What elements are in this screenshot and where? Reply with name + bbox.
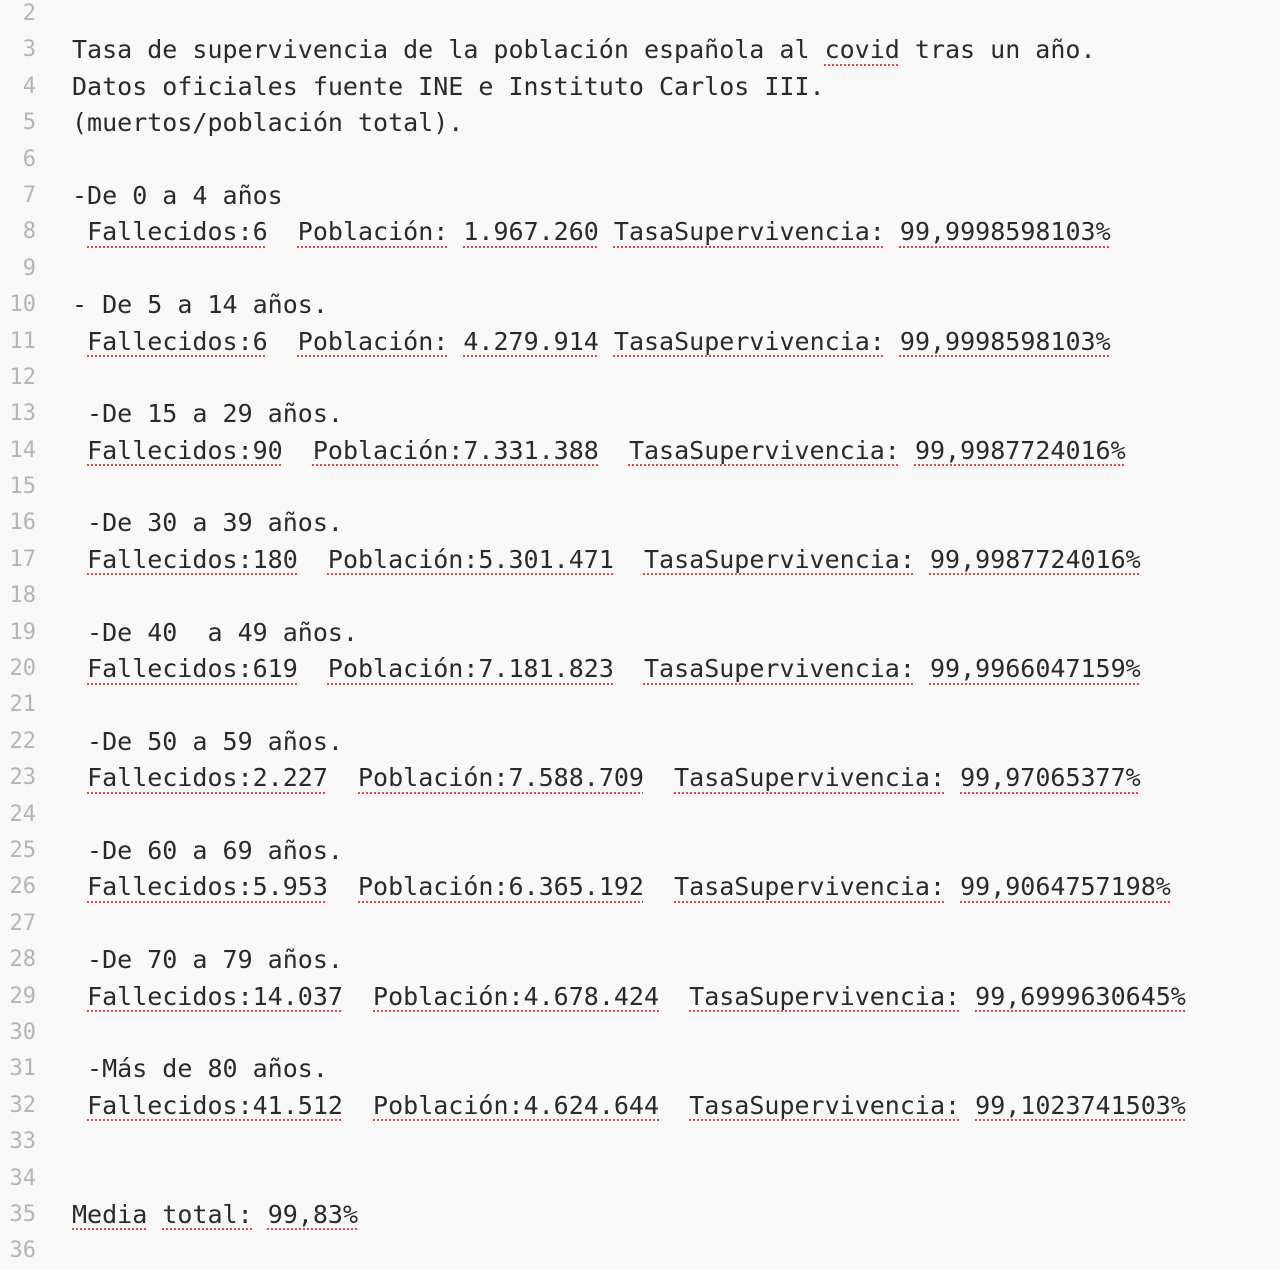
- line-content[interactable]: Datos oficiales fuente INE e Instituto Carlos III.: [72, 71, 825, 101]
- line-content[interactable]: -Más de 80 años.: [72, 1054, 328, 1084]
- line-number: 25: [9, 837, 36, 863]
- spellcheck-flag[interactable]: Fallecidos:90: [87, 435, 283, 465]
- line-content[interactable]: [72, 542, 1141, 578]
- spellcheck-flag[interactable]: 1.967.260: [463, 217, 599, 247]
- line-content[interactable]: [72, 869, 1171, 905]
- line-content[interactable]: -De 15 a 29 años.: [72, 399, 343, 429]
- spellcheck-flag[interactable]: Fallecidos:14.037: [87, 981, 343, 1011]
- spellcheck-flag[interactable]: Fallecidos:180: [87, 544, 298, 574]
- spellcheck-flag[interactable]: 4.279.914: [463, 326, 599, 356]
- spellcheck-flag[interactable]: Población:7.588.709: [358, 763, 644, 793]
- editor-line: [0, 1015, 1280, 1051]
- spellcheck-flag[interactable]: Población:4.624.644: [373, 1090, 660, 1120]
- spellcheck-flag[interactable]: 99,9064757198%: [960, 872, 1171, 902]
- editor-line: [0, 1051, 1280, 1087]
- editor-line: [0, 1233, 1280, 1269]
- line-content[interactable]: (muertos/población total).: [72, 108, 464, 138]
- editor-line: [0, 69, 1280, 105]
- spellcheck-flag[interactable]: Población:: [297, 326, 449, 356]
- line-number: 23: [9, 765, 36, 791]
- editor-line: [0, 178, 1280, 214]
- editor-line: [0, 433, 1280, 469]
- spellcheck-flag[interactable]: TasaSupervivencia:: [643, 654, 915, 684]
- editor-line: [0, 324, 1280, 360]
- line-number: 29: [9, 983, 36, 1009]
- editor-line: [0, 251, 1280, 287]
- editor-line: [0, 360, 1280, 396]
- line-number: 4: [22, 73, 36, 99]
- line-content[interactable]: -De 40 a 49 años.: [72, 617, 358, 647]
- spellcheck-flag[interactable]: Fallecidos:5.953: [87, 872, 328, 902]
- line-number: 3: [22, 37, 36, 63]
- line-number: 5: [22, 110, 36, 136]
- line-content[interactable]: [72, 760, 1141, 796]
- line-content[interactable]: [72, 651, 1141, 687]
- line-content[interactable]: -De 0 a 4 años: [72, 180, 283, 210]
- editor-line: [0, 651, 1280, 687]
- editor-line: [0, 869, 1280, 905]
- spellcheck-flag[interactable]: TasaSupervivencia:: [689, 1090, 961, 1120]
- spellcheck-flag[interactable]: TasaSupervivencia:: [674, 872, 946, 902]
- spellcheck-flag[interactable]: Población:: [297, 217, 449, 247]
- spellcheck-flag[interactable]: Fallecidos:2.227: [87, 763, 328, 793]
- editor-line: [0, 797, 1280, 833]
- line-number: 8: [22, 219, 36, 245]
- line-number: 9: [22, 255, 36, 281]
- spellcheck-flag[interactable]: 99,9998598103%: [899, 217, 1111, 247]
- spellcheck-flag[interactable]: TasaSupervivencia:: [674, 763, 946, 793]
- editor-line: [0, 833, 1280, 869]
- line-number: 13: [9, 401, 36, 427]
- editor-line: [0, 1161, 1280, 1197]
- line-number: 2: [22, 1, 36, 26]
- editor-line: [0, 687, 1280, 723]
- editor-line: [0, 615, 1280, 651]
- line-content[interactable]: [72, 433, 1126, 469]
- spellcheck-flag[interactable]: TasaSupervivencia:: [643, 544, 915, 574]
- editor-line: [0, 906, 1280, 942]
- line-content[interactable]: -De 50 a 59 años.: [72, 726, 343, 756]
- spellcheck-flag[interactable]: 99,97065377%: [960, 763, 1141, 793]
- line-number: 31: [9, 1056, 36, 1082]
- spellcheck-flag[interactable]: covid: [824, 35, 900, 65]
- spellcheck-flag[interactable]: TasaSupervivencia:: [613, 217, 885, 247]
- spellcheck-flag[interactable]: 99,1023741503%: [975, 1090, 1186, 1120]
- spellcheck-flag[interactable]: Población:4.678.424: [373, 981, 660, 1011]
- editor-line: [0, 979, 1280, 1015]
- spellcheck-flag[interactable]: 99,9966047159%: [929, 654, 1141, 684]
- line-number: 10: [9, 292, 36, 318]
- editor-line: [0, 1124, 1280, 1160]
- editor-line: [0, 469, 1280, 505]
- line-number: 21: [9, 692, 36, 718]
- line-content[interactable]: [72, 324, 1111, 360]
- spellcheck-flag[interactable]: Población:7.331.388: [312, 435, 599, 465]
- line-number: 17: [9, 546, 36, 572]
- line-content[interactable]: - De 5 a 14 años.: [72, 290, 328, 320]
- spellcheck-flag[interactable]: 99,9987724016%: [929, 544, 1141, 574]
- spellcheck-flag[interactable]: total:: [162, 1199, 253, 1229]
- line-content[interactable]: -De 70 a 79 años.: [72, 945, 343, 975]
- spellcheck-flag[interactable]: Población:5.301.471: [327, 544, 614, 574]
- line-number: 20: [9, 656, 36, 682]
- line-number: 35: [9, 1201, 36, 1227]
- line-content[interactable]: [72, 1197, 358, 1233]
- line-content[interactable]: Tasa de supervivencia de la población española al covid tras un año.: [72, 35, 1096, 65]
- editor-line: [0, 1088, 1280, 1124]
- line-number: 34: [9, 1165, 36, 1191]
- editor-line: [0, 724, 1280, 760]
- editor-line: [0, 578, 1280, 614]
- spellcheck-flag[interactable]: TasaSupervivencia:: [628, 435, 900, 465]
- line-number: 36: [9, 1238, 36, 1264]
- line-number: 11: [9, 328, 36, 354]
- editor-line: [0, 214, 1280, 250]
- editor-line: [0, 1197, 1280, 1233]
- line-number: 6: [22, 146, 36, 172]
- line-number: 14: [9, 437, 36, 463]
- spellcheck-flag[interactable]: 99,9998598103%: [899, 326, 1111, 356]
- line-number: 28: [9, 947, 36, 973]
- spellcheck-flag[interactable]: Fallecidos:619: [87, 654, 298, 684]
- editor-line: [0, 0, 1280, 32]
- editor-line: [0, 105, 1280, 141]
- line-number: 19: [9, 619, 36, 645]
- line-number: 12: [9, 364, 36, 390]
- editor-line: [0, 505, 1280, 541]
- editor-line: [0, 287, 1280, 323]
- line-content[interactable]: -De 30 a 39 años.: [72, 508, 343, 538]
- line-number: 24: [9, 801, 36, 827]
- line-number: 26: [9, 874, 36, 900]
- line-content[interactable]: [72, 214, 1111, 250]
- editor-line: [0, 760, 1280, 796]
- spellcheck-flag[interactable]: TasaSupervivencia:: [613, 326, 885, 356]
- line-number: 33: [9, 1129, 36, 1155]
- line-number: 7: [22, 182, 36, 208]
- editor-line: [0, 542, 1280, 578]
- line-content[interactable]: -De 60 a 69 años.: [72, 835, 343, 865]
- spellcheck-flag[interactable]: Fallecidos:41.512: [87, 1090, 343, 1120]
- spellcheck-flag[interactable]: 99,9987724016%: [914, 435, 1126, 465]
- editor-line: [0, 142, 1280, 178]
- line-number: 18: [9, 583, 36, 609]
- editor-line: [0, 32, 1280, 68]
- editor-line: [0, 396, 1280, 432]
- spellcheck-flag[interactable]: Población:6.365.192: [358, 872, 644, 902]
- spellcheck-flag[interactable]: TasaSupervivencia:: [689, 981, 961, 1011]
- spellcheck-flag[interactable]: Fallecidos:6: [87, 217, 268, 247]
- line-number: 15: [9, 474, 36, 500]
- line-number: 16: [9, 510, 36, 536]
- spellcheck-flag[interactable]: 99,83%: [267, 1199, 359, 1229]
- line-number: 30: [9, 1019, 36, 1045]
- spellcheck-flag[interactable]: Fallecidos:6: [87, 326, 268, 356]
- line-content[interactable]: [72, 1088, 1186, 1124]
- spellcheck-flag[interactable]: Población:7.181.823: [327, 654, 614, 684]
- line-number: 27: [9, 910, 36, 936]
- line-content[interactable]: [72, 979, 1186, 1015]
- spellcheck-flag[interactable]: 99,6999630645%: [975, 981, 1186, 1011]
- spellcheck-flag[interactable]: Media: [72, 1199, 148, 1229]
- editor-line: [0, 942, 1280, 978]
- line-number: 22: [9, 728, 36, 754]
- line-number: 32: [9, 1092, 36, 1118]
